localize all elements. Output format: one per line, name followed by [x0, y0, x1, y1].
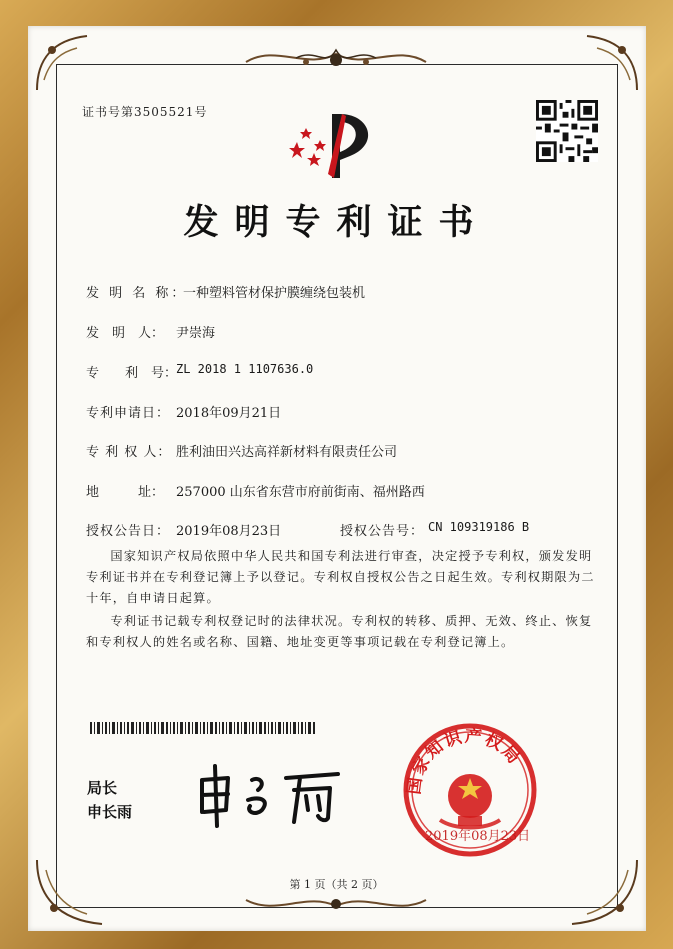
body-paragraph-2: 专利证书记载专利权登记时的法律状况。专利权的转移、质押、无效、终止、恢复和专利权人的姓名或名称、国籍、地址变更等事项记载在专利登记簿上。 [86, 614, 593, 649]
invention-name-label: 发 明 名 称： [86, 286, 188, 301]
patentee-value: 胜利油田兴达高祥新材料有限责任公司 [176, 445, 398, 460]
barcode [90, 722, 316, 734]
top-left-corner-ornament [32, 30, 102, 100]
grant-date-value: 2019年08月23日 [176, 524, 282, 539]
address-value: 257000 山东省东营市府前街南、福州路西 [176, 485, 425, 500]
grant-number-value: CN 109319186 B [428, 520, 530, 534]
patentee-label: 专 利 权 人： [86, 445, 172, 460]
director-name: 申长雨 [87, 803, 133, 821]
certificate-number: 证书号第3505521号 [82, 105, 208, 119]
top-ornament [236, 40, 436, 76]
filing-date-value: 2018年09月21日 [176, 406, 282, 421]
inventor-value: 尹崇海 [176, 326, 216, 341]
bottom-ornament [236, 890, 436, 920]
certificate-title: 发明专利证书 [183, 202, 490, 243]
director-signature [190, 750, 350, 830]
top-right-corner-ornament [572, 30, 642, 100]
inventor-label: 发 明 人： [86, 326, 165, 341]
address-label: 地 址： [86, 485, 165, 500]
grant-date-label: 授权公告日： [86, 524, 171, 539]
director-title: 局长 [87, 779, 118, 797]
svg-text:国家知识产权局: 国家知识产权局 [404, 726, 525, 796]
stamp-date: 2019年08月23日 [425, 829, 531, 844]
grant-number-label: 授权公告号： [340, 524, 425, 539]
page-number: 第 1 页（共 2 页） [289, 878, 384, 891]
invention-name-value: 一种塑料管材保护膜缠绕包装机 [183, 286, 366, 301]
body-paragraph-1: 国家知识产权局依照中华人民共和国专利法进行审查，决定授予专利权，颁发发明专利证书并在专利登记簿上予以登记。专利权自授权公告之日起生效。专利权期限为二十年，自申请日起算。 [86, 549, 595, 605]
filing-date-label: 专利申请日： [86, 406, 171, 421]
patent-number-value: ZL 2018 1 1107636.0 [176, 362, 314, 376]
patent-office-logo [288, 104, 388, 182]
patent-number-label: 专 利 号： [86, 366, 178, 381]
qr-code [536, 100, 598, 162]
